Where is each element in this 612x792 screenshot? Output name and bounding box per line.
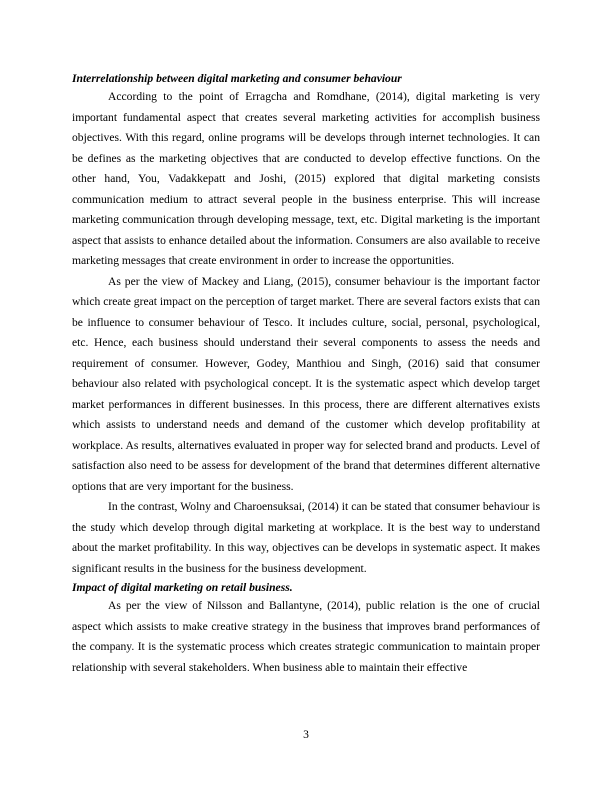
paragraph: According to the point of Erragcha and Romdhane, (2014), digital marketing is very important fundamental aspect that creates several marketing activities for accomplish business objectives. With this regard, online programs will be develops through internet technologies. It can be defines as the marketing objectives that are conducted to develop effective functions. On the other hand, You, Vadakkepatt and Joshi, (2015) explored that digital marketing consists communication medium to attract several people in the business enterprise. This will increase marketing communication through developing message, text, etc. Digital marketing is the important aspect that assists to enhance detailed about the information. Consumers are also available to receive marketing messages that create environment in order to increase the opportunities. xyxy=(72,90,540,267)
paragraph: As per the view of Nilsson and Ballantyne, (2014), public relation is the one of crucial aspect which assists to make creative strategy in the business that improves brand performances of the company. It is the systematic process which creates strategic communication to maintain proper relationship with several stakeholders. When business able to maintain their effective xyxy=(72,599,540,674)
section-heading-interrelationship: Interrelationship between digital marketing and consumer behaviour xyxy=(72,72,402,85)
paragraph: In the contrast, Wolny and Charoensuksai, (2014) it can be stated that consumer behaviour is the study which develop through digital marketing at workplace. It is the best way to understand about the market profitability. In this way, objectives can be develops in systematic aspect. It makes significant results in the business for the business development. xyxy=(72,500,540,575)
section-heading-impact: Impact of digital marketing on retail business. xyxy=(72,581,293,594)
document-page xyxy=(72,70,540,678)
page-number: 3 xyxy=(303,728,309,741)
paragraph: As per the view of Mackey and Liang, (2015), consumer behaviour is the important factor which create great impact on the perception of target market. There are several factors exists that can be influence to consumer behaviour of Tesco. It includes culture, social, personal, psychological, etc. Hence, each business should understand their several components to assess the needs and requirement of consumer. However, Godey, Manthiou and Singh, (2016) said that consumer behaviour also related with psychological concept. It is the systematic aspect which develop target market performances in different businesses. In this process, there are different alternatives exists which assists to understand needs and demand of the customer which develop profitability at workplace. As results, alternatives evaluated in proper way for selected brand and products. Level of satisfaction also need to be assess for development of the brand that determines different alternative options that are very important for the business. xyxy=(72,274,540,493)
